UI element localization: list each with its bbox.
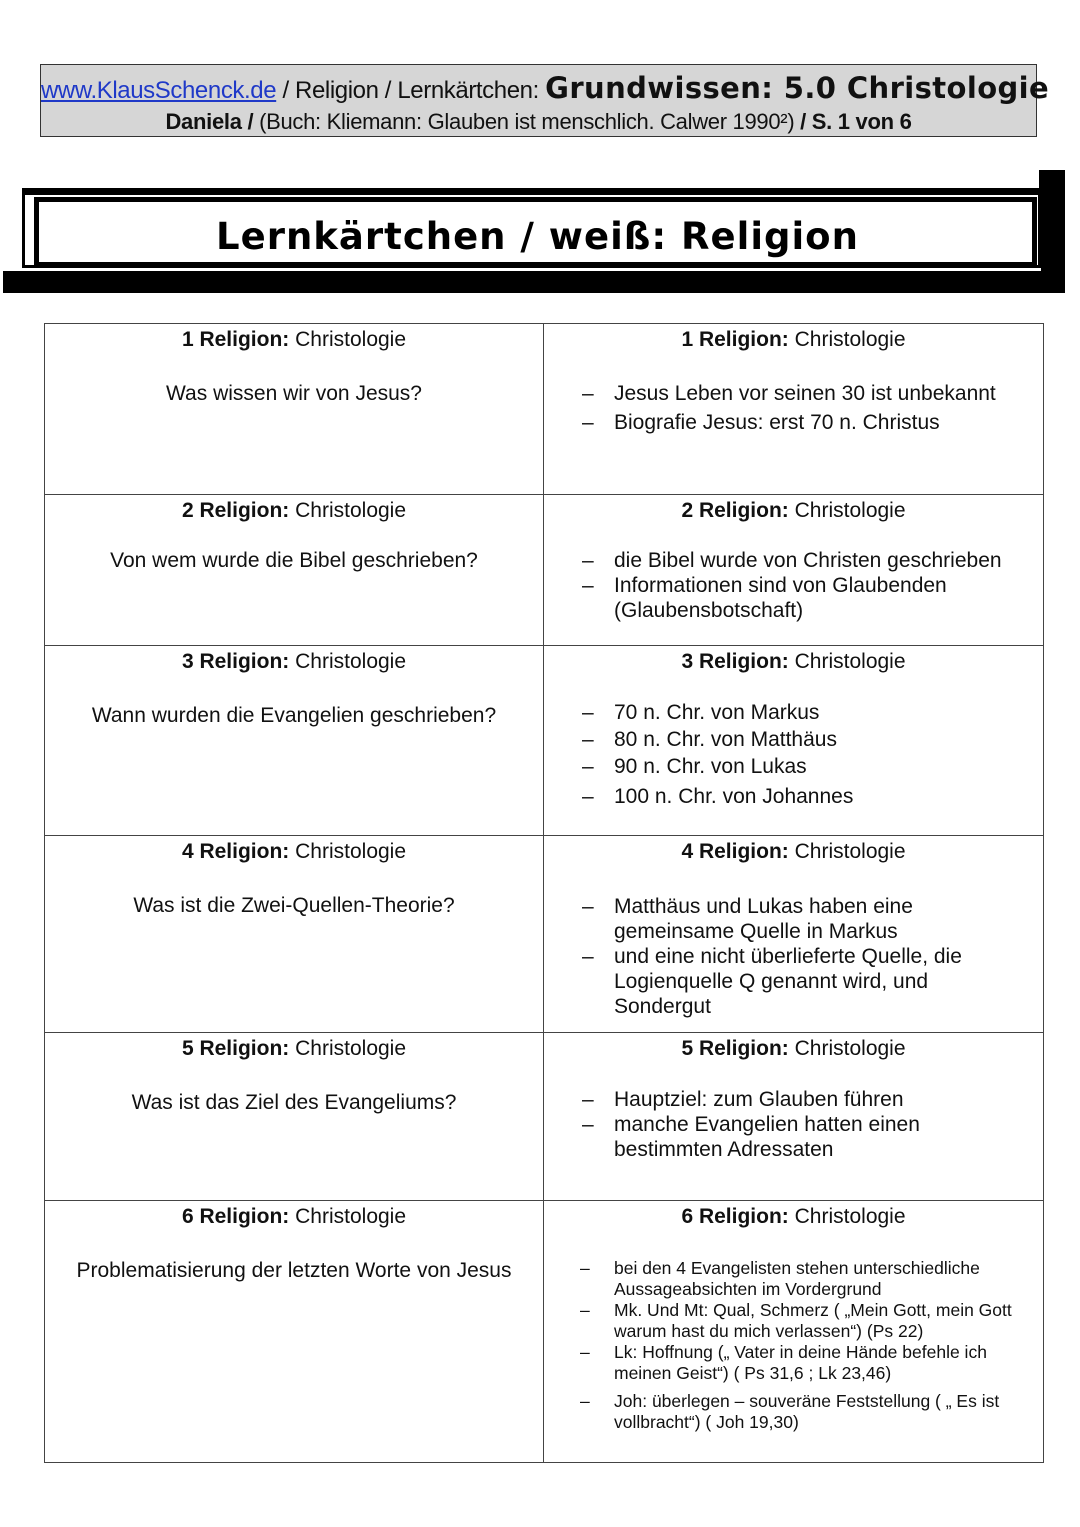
card-answer-cell [544, 836, 1044, 1033]
site-link[interactable]: www.KlausSchenck.de [41, 77, 277, 104]
card-answer-cell [544, 1033, 1044, 1201]
answer-item: – Mk. Und Mt: Qual, Schmerz ( „Mein Gott, mein Gott warum hast du mich verlassen“) (Ps 22) [614, 1300, 1029, 1342]
card-heading: 1 Religion: Christologie [181, 328, 407, 351]
answer-item: – Hauptziel: zum Glauben führen [614, 1087, 1029, 1112]
book-reference: (Buch: Kliemann: Glauben ist menschlich. Calwer 1990²) [253, 109, 795, 134]
card-heading: 5 Religion: Christologie [181, 1037, 407, 1060]
section-title: Lernkärtchen / weiß: Religion [216, 214, 859, 258]
answer-item: – Informationen sind von Glaubenden (Glaubensbotschaft) [614, 573, 1029, 623]
author-name: Daniela / [165, 109, 254, 134]
answer-item: – Lk: Hoffnung („ Vater in deine Hände befehle ich meinen Geist“) ( Ps 31,6 ; Lk 23,46) [614, 1342, 1029, 1384]
flashcard-table [44, 323, 1044, 1463]
card-heading: 6 Religion: Christologie [681, 1205, 906, 1228]
answer-item: – die Bibel wurde von Christen geschrieben [614, 548, 1029, 573]
card-heading: 6 Religion: Christologie [181, 1205, 407, 1228]
flashcard-row [45, 646, 1044, 836]
answer-item: – 90 n. Chr. von Lukas [614, 753, 1029, 780]
frame-bottom-shadow [3, 271, 1065, 293]
answer-item: – 100 n. Chr. von Johannes [614, 783, 1029, 810]
card-heading: 3 Religion: Christologie [181, 650, 407, 673]
flashcard-row [45, 495, 1044, 646]
answer-list [544, 1087, 1043, 1162]
card-heading: 3 Religion: Christologie [681, 650, 906, 673]
card-heading: 4 Religion: Christologie [181, 840, 407, 863]
answer-item: – manche Evangelien hatten einen bestimmten Adressaten [614, 1112, 1029, 1162]
card-heading: 2 Religion: Christologie [681, 499, 906, 522]
breadcrumb-path: / Religion / Lernkärtchen: [276, 77, 546, 104]
flashcard-row [45, 1033, 1044, 1201]
answer-list [544, 1258, 1043, 1433]
answer-list [544, 381, 1043, 435]
answer-item: – Jesus Leben vor seinen 30 ist unbekannt [614, 381, 1029, 406]
header-line-1 [41, 71, 1050, 105]
answer-list [544, 699, 1043, 810]
answer-item: – 70 n. Chr. von Markus [614, 699, 1029, 726]
card-question-cell [45, 836, 544, 1033]
card-question: Von wem wurde die Bibel geschrieben? [110, 549, 478, 572]
header-topic: Grundwissen: 5.0 Christologie [545, 71, 1050, 105]
card-question: Was ist das Ziel des Evangeliums? [131, 1091, 457, 1114]
card-question: Was ist die Zwei-Quellen-Theorie? [133, 894, 455, 917]
card-question-cell [45, 1201, 544, 1463]
card-heading: 4 Religion: Christologie [681, 840, 906, 863]
answer-item: – Biografie Jesus: erst 70 n. Christus [614, 410, 1029, 435]
answer-item: – und eine nicht überlieferte Quelle, die Logienquelle Q genannt wird, und Sondergut [614, 944, 1029, 1019]
card-heading: 5 Religion: Christologie [681, 1037, 906, 1060]
card-question-cell [45, 1033, 544, 1201]
answer-item: – Matthäus und Lukas haben eine gemeinsame Quelle in Markus [614, 894, 1029, 944]
frame-corner-block [1039, 170, 1065, 195]
answer-list [544, 894, 1043, 1019]
card-heading: 2 Religion: Christologie [181, 499, 407, 522]
section-title-frame [0, 165, 1080, 300]
page-header [40, 64, 1050, 137]
card-question: Was wissen wir von Jesus? [166, 382, 422, 405]
page-indicator: / S. 1 von 6 [794, 109, 912, 134]
card-question: Problematisierung der letzten Worte von Jesus [76, 1259, 512, 1282]
answer-item: – Joh: überlegen – souveräne Feststellung ( „ Es ist vollbracht“) ( Joh 19,30) [614, 1391, 1029, 1433]
card-answer-cell [544, 1201, 1044, 1463]
flashcard-row [45, 324, 1044, 495]
answer-list [544, 548, 1043, 623]
answer-item: – bei den 4 Evangelisten stehen unterschiedliche Aussageabsichten im Vordergrund [614, 1258, 1029, 1300]
card-heading: 1 Religion: Christologie [681, 328, 906, 351]
flashcard-row [45, 1201, 1044, 1463]
flashcard-row [45, 836, 1044, 1033]
card-answer-cell [544, 495, 1044, 646]
card-answer-cell [544, 324, 1044, 495]
card-question-cell [45, 324, 544, 495]
answer-item: – 80 n. Chr. von Matthäus [614, 726, 1029, 753]
card-answer-cell [544, 646, 1044, 836]
card-question-cell [45, 646, 544, 836]
header-line-2 [41, 109, 1036, 135]
card-question-cell [45, 495, 544, 646]
card-question: Wann wurden die Evangelien geschrieben? [91, 704, 497, 727]
